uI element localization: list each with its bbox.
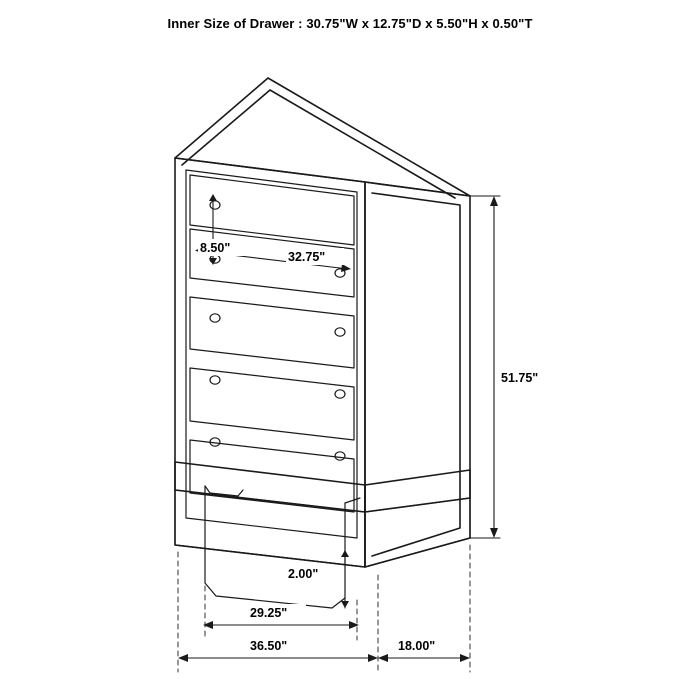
cabinet-base (175, 462, 470, 567)
label-overall-depth: 18.00" (398, 639, 436, 653)
cabinet-front-frame (186, 170, 357, 538)
dimension-overall-width (178, 654, 378, 662)
label-drawer-height: 8.50" (200, 241, 231, 255)
label-overall-height: 51.75" (501, 371, 539, 385)
drawer-3[interactable] (190, 297, 354, 368)
label-base-width: 29.25" (250, 606, 288, 620)
cabinet-top-surface (175, 78, 470, 198)
label-kick-height: 2.00" (288, 567, 319, 581)
drawer-4[interactable] (190, 368, 354, 440)
page-title: Inner Size of Drawer : 30.75"W x 12.75"D x 5.50"H x 0.50"T (167, 16, 533, 31)
drawer-1[interactable] (190, 175, 354, 245)
dimension-base-width (203, 621, 359, 629)
label-overall-width: 36.50" (250, 639, 288, 653)
label-drawer-width: 32.75" (288, 250, 326, 264)
cabinet-front-face (175, 158, 365, 567)
dimension-overall-height (470, 196, 500, 538)
base-foot-lines (175, 538, 470, 567)
dimension-overall-depth (378, 654, 470, 662)
